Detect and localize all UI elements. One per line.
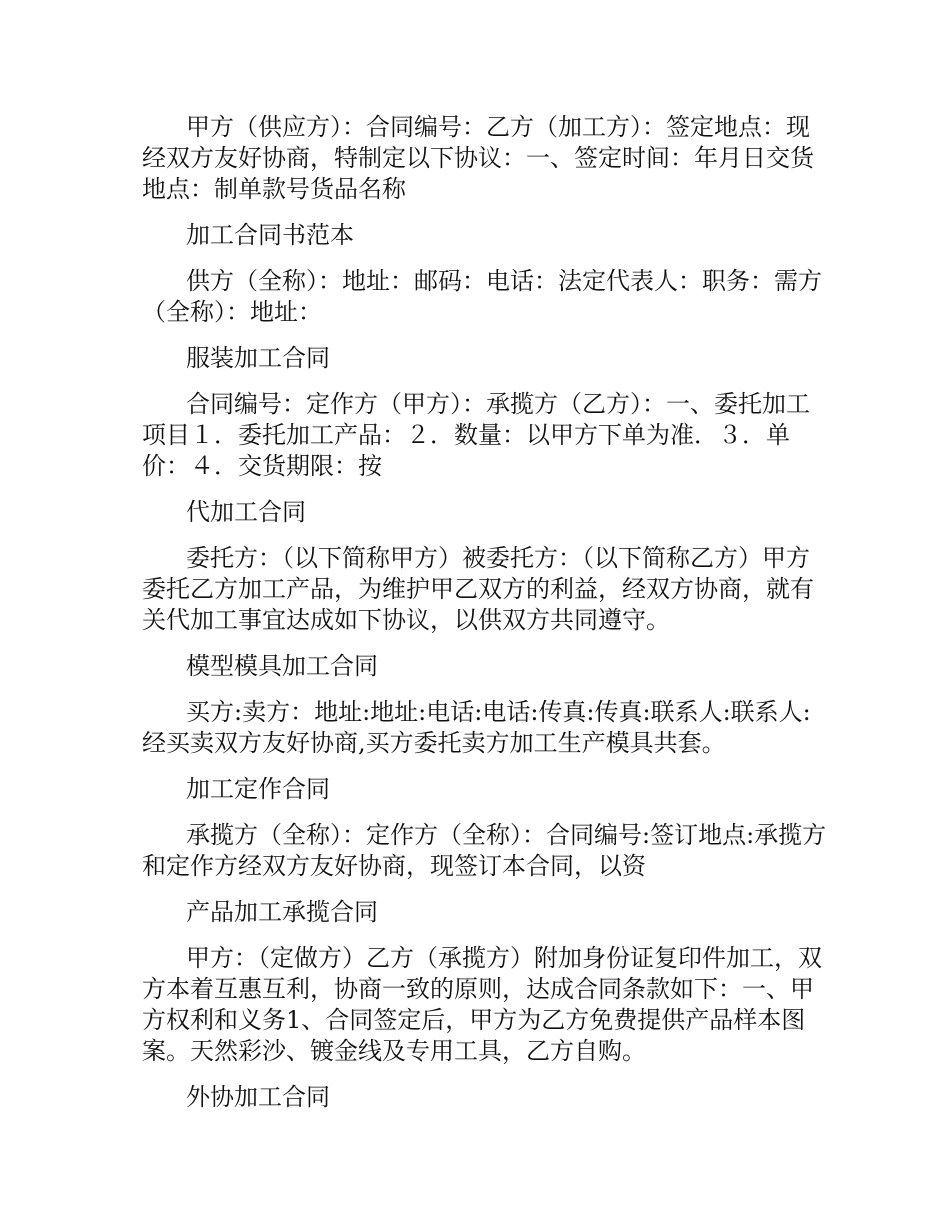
paragraph-garment-contract-terms: 合同编号：定作方（甲方）：承揽方（乙方）：一、委托加工项目１．委托加工产品：２．数量：以甲方下单为准．３．单价：４．交货期限：按 xyxy=(142,390,810,480)
paragraph-supply-processing-contract: 甲方（供应方）：合同编号：乙方（加工方）：签定地点：现经双方友好协商，特制定以下协议：一、签定时间：年月日交货地点：制单款号货品名称 xyxy=(142,113,814,203)
heading-product-contracting-contract: 产品加工承揽合同 xyxy=(186,898,378,926)
paragraph-custom-contract-terms: 承揽方（全称）：定作方（全称）：合同编号:签订地点:承揽方和定作方经双方友好协商，现签订本合同，以资 xyxy=(142,821,827,880)
paragraph-product-contracting-terms: 甲方：（定做方）乙方（承揽方）附加身份证复印件加工，双方本着互惠互利，协商一致的原则，达成合同条款如下：一、甲方权利和义务1、合同签定后，甲方为乙方免费提供产品样本图案。天然彩沙、镀金线及专用工具，乙方自购。 xyxy=(142,944,822,1065)
paragraph-supplier-info: 供方（全称）：地址：邮码：电话：法定代表人：职务：需方（全称）：地址： xyxy=(142,267,822,326)
heading-mold-processing-contract: 模型模具加工合同 xyxy=(186,652,378,680)
heading-garment-processing-contract: 服装加工合同 xyxy=(186,344,330,372)
heading-outsourcing-processing-contract: 外协加工合同 xyxy=(186,1083,330,1111)
heading-processing-contract-template: 加工合同书范本 xyxy=(186,221,354,249)
heading-custom-processing-contract: 加工定作合同 xyxy=(186,775,330,803)
paragraph-oem-contract-terms: 委托方：（以下简称甲方）被委托方：（以下简称乙方）甲方委托乙方加工产品，为维护甲乙双方的利益，经双方协商，就有关代加工事宜达成如下协议，以供双方共同遵守。 xyxy=(142,544,814,634)
heading-oem-processing-contract: 代加工合同 xyxy=(186,498,306,526)
paragraph-mold-contract-terms: 买方:卖方：地址:地址:电话:电话:传真:传真:联系人:联系人:经买卖双方友好协商,买方委托卖方加工生产模具共套。 xyxy=(142,698,811,757)
document-body xyxy=(142,112,832,1128)
